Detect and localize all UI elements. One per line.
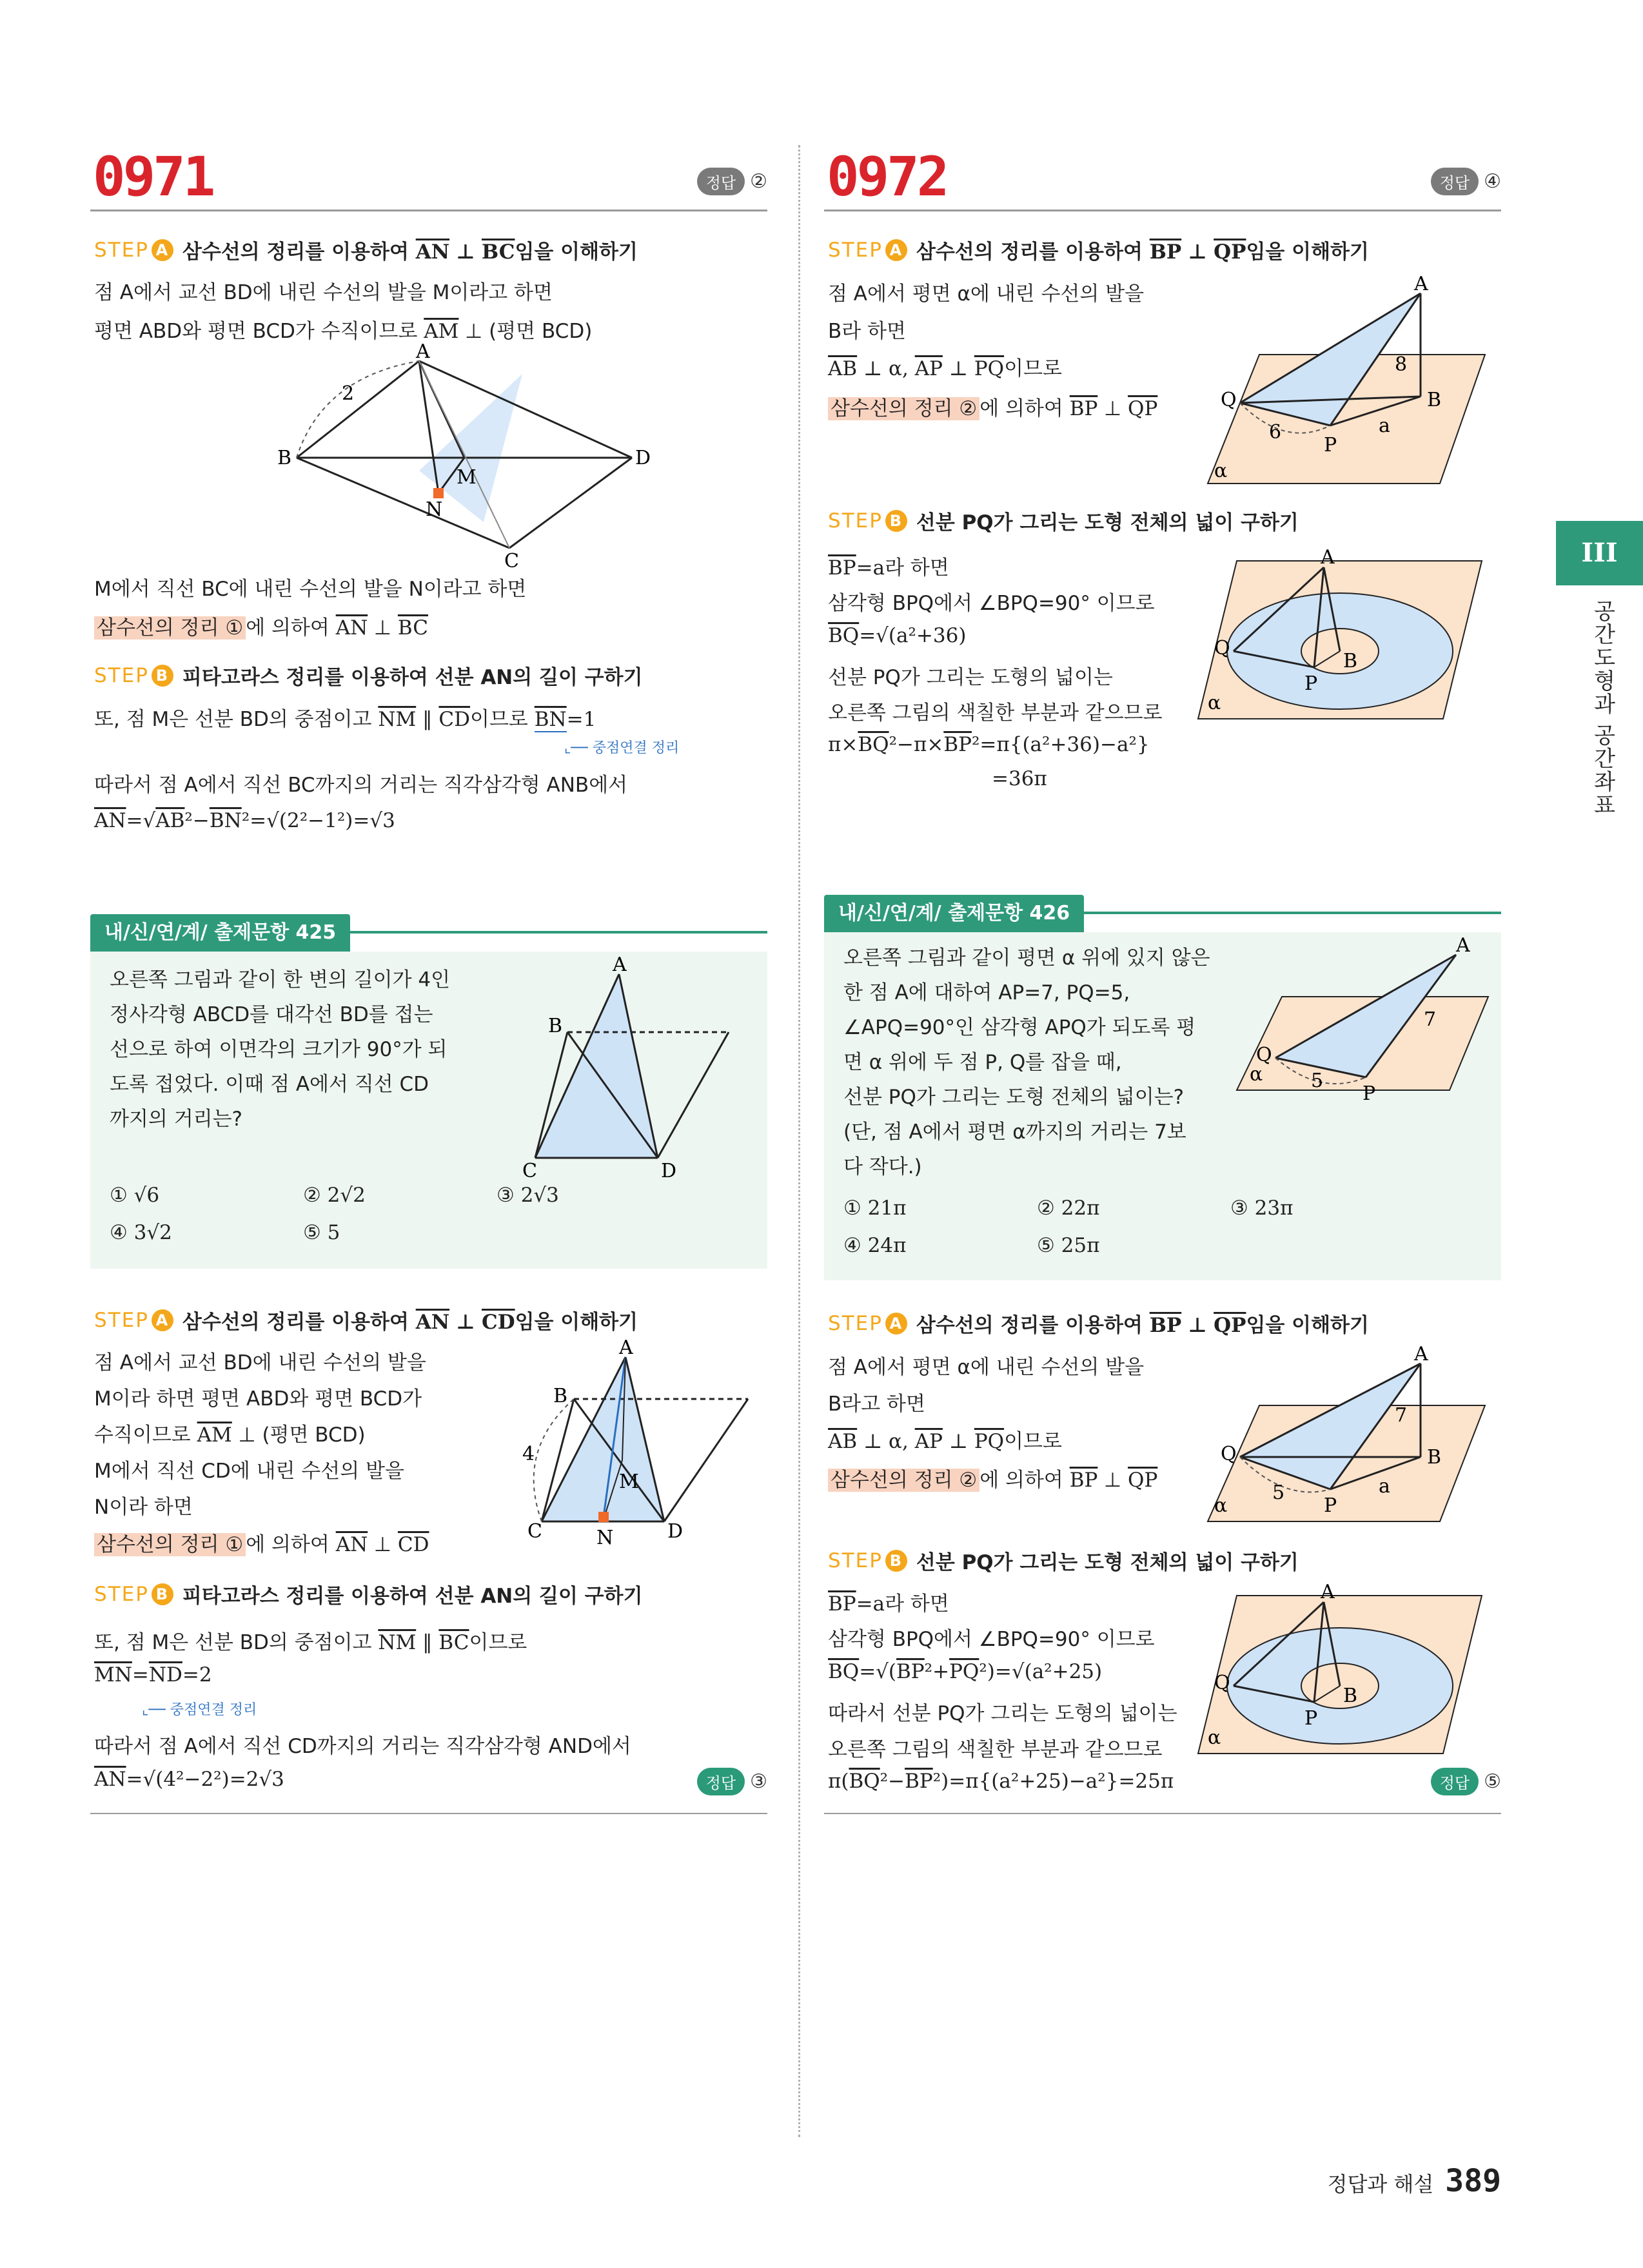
chapter-title: 공간도형과 공간좌표 bbox=[1589, 600, 1615, 817]
svg-text:N: N bbox=[596, 1527, 614, 1549]
step-a-heading: STEP A 삼수선의 정리를 이용하여 $\overline{AN}$ ⊥ $\overline{CD}$임을 이해하기 bbox=[94, 1308, 638, 1334]
formula-line: $\pi\times\overline{BQ}^2-\pi\times\overline{BP}^2=\pi\{(a^2+36)-a^2\}$ bbox=[828, 733, 1150, 756]
formula-line: $\overline{BQ}=√(a^2+36)$ bbox=[828, 624, 967, 647]
footer-label: 정답과 해설 bbox=[1327, 2172, 1434, 2196]
svg-text:B: B bbox=[1427, 389, 1442, 411]
choice-2: ② 2√2 bbox=[303, 1184, 366, 1207]
svg-text:8: 8 bbox=[1395, 353, 1408, 376]
column-divider bbox=[798, 145, 800, 2137]
problem-0972-header bbox=[824, 145, 1501, 211]
problem-number: 0971 bbox=[93, 145, 213, 208]
text-line: 따라서 점 A에서 직선 BC까지의 거리는 직각삼각형 ANB에서 bbox=[94, 774, 628, 797]
svg-text:a: a bbox=[1379, 415, 1390, 437]
text-line: 또, 점 M은 선분 BD의 중점이고 $\overline{NM}$ ∥ $\overline{CD}$이므로 $\overline{BN}=1$ bbox=[94, 708, 596, 731]
figure-426 bbox=[1237, 934, 1495, 1105]
svg-text:6: 6 bbox=[1269, 421, 1282, 444]
text-line: 따라서 선분 PQ가 그리는 도형의 넓이는 bbox=[828, 1702, 1177, 1725]
svg-text:α: α bbox=[1214, 460, 1228, 482]
svg-text:Q: Q bbox=[1221, 1443, 1237, 1465]
related-problem-426: 오른쪽 그림과 같이 평면 α 위에 있지 않은 한 점 A에 대하여 AP=7, PQ=5, ∠APQ=90°인 삼각형 APQ가 되도록 평 면 α 위에 두 점 P, Q를 잡을 때, 선분 PQ가 그리는 도형 전체의 넓이는? (단, 점 A에서 평면 α까지의 거리는 7보 다 작다.) A P Q α 5 7 ① 21π ② 22π ③ 23π ④ 24π ⑤ 25π bbox=[824, 932, 1501, 1280]
svg-text:Q: Q bbox=[1256, 1044, 1272, 1066]
figure-425-solution bbox=[509, 1336, 767, 1560]
text-line: 수직이므로 $\overline{AM}$ ⊥ (평면 BCD) bbox=[94, 1423, 366, 1447]
text-line: N이라 하면 bbox=[94, 1496, 193, 1519]
answer-badge: 정답 bbox=[697, 168, 745, 195]
text-line: 오른쪽 그림의 색칠한 부분과 같으므로 bbox=[828, 701, 1163, 725]
svg-text:B: B bbox=[1343, 650, 1358, 672]
figure-0972-a bbox=[1201, 273, 1491, 490]
svg-text:A: A bbox=[613, 953, 627, 976]
problem-0971-header bbox=[90, 145, 767, 211]
svg-text:M: M bbox=[619, 1471, 639, 1493]
text-line: $\overline{AB}$ ⊥ α, $\overline{AP}$ ⊥ $\overline{PQ}$이므로 bbox=[828, 1430, 1062, 1453]
problem-number: 0972 bbox=[827, 145, 947, 208]
choice-5: ⑤ 5 bbox=[303, 1221, 340, 1244]
svg-text:Q: Q bbox=[1214, 1672, 1230, 1694]
formula-line: $\overline{MN}=\overline{ND}=2$ bbox=[94, 1663, 212, 1686]
answer-tag: 정답 ④ bbox=[1431, 168, 1501, 195]
text-line: 삼수선의 정리 ① 에 의하여 $\overline{AN}$ ⊥ $\overline{CD}$ bbox=[94, 1528, 429, 1557]
highlight: 삼수선의 정리 ① bbox=[94, 616, 246, 640]
svg-text:C: C bbox=[527, 1520, 542, 1543]
choice-1: ① √6 bbox=[110, 1184, 160, 1207]
svg-text:P: P bbox=[1304, 1707, 1318, 1730]
svg-text:P: P bbox=[1304, 672, 1318, 695]
svg-text:B: B bbox=[548, 1015, 563, 1037]
svg-text:A: A bbox=[1414, 273, 1428, 295]
formula-line: $\overline{BQ}=√(\overline{BP}^2+\overline{PQ}^2)=√(a^2+25)$ bbox=[828, 1660, 1103, 1683]
svg-text:B: B bbox=[1427, 1446, 1442, 1469]
chapter-tab[interactable]: III bbox=[1556, 521, 1643, 585]
text-line: 점 A에서 평면 α에 내린 수선의 발을 bbox=[828, 282, 1145, 306]
svg-text:B: B bbox=[277, 447, 292, 469]
svg-text:7: 7 bbox=[1424, 1008, 1437, 1031]
midpoint-note: ⌞── 중점연결 정리 bbox=[564, 740, 680, 756]
svg-text:a: a bbox=[1379, 1475, 1390, 1498]
related-tab: 내/신/연/계/ 출제문항 425 bbox=[90, 914, 350, 952]
text-line: 또, 점 M은 선분 BD의 중점이고 $\overline{NM}$ ∥ $\overline{BC}$이므로 bbox=[94, 1631, 527, 1654]
svg-text:A: A bbox=[1321, 546, 1335, 569]
choice-4: ④ 3√2 bbox=[110, 1221, 172, 1244]
figure-426-solution-b bbox=[1198, 1581, 1488, 1757]
page-footer bbox=[1328, 2163, 1501, 2199]
midpoint-note: ⌞── 중점연결 정리 bbox=[142, 1702, 257, 1718]
text-line: M에서 직선 BC에 내린 수선의 발을 N이라고 하면 bbox=[94, 578, 527, 601]
svg-text:A: A bbox=[619, 1336, 633, 1359]
text-line: 평면 ABD와 평면 BCD가 수직이므로 $\overline{AM}$ ⊥ (평면 BCD) bbox=[94, 320, 593, 343]
related-problem-425: 오른쪽 그림과 같이 한 변의 길이가 4인 정사각형 ABCD를 대각선 BD를 접는 선으로 하여 이면각의 크기가 90°가 되 도록 접었다. 이때 점 A에서 직선 CD 까지의 거리는? A B C D ① √6 ② 2√2 ③ 2√3 ④ 3√2 ⑤ 5 bbox=[90, 952, 767, 1269]
svg-text:M: M bbox=[457, 466, 477, 489]
svg-text:α: α bbox=[1208, 1726, 1221, 1749]
svg-text:5: 5 bbox=[1272, 1481, 1285, 1504]
step-b-heading: STEP B 피타고라스 정리를 이용하여 선분 AN의 길이 구하기 bbox=[94, 663, 643, 689]
choice-5: ⑤ 25π bbox=[1037, 1234, 1100, 1257]
formula-line: $\overline{AN}=√AB^2-\overline{BN}^2=√(2^2-1^2)=√3$ bbox=[94, 809, 395, 832]
choice-1: ① 21π bbox=[843, 1197, 907, 1220]
svg-text:4: 4 bbox=[522, 1443, 535, 1465]
section-rule bbox=[824, 1813, 1501, 1814]
text-line: 삼각형 BPQ에서 ∠BPQ=90° 이므로 bbox=[828, 1628, 1155, 1651]
related-problem-425-header bbox=[90, 914, 767, 952]
svg-text:A: A bbox=[1456, 934, 1470, 957]
choice-4: ④ 24π bbox=[843, 1234, 907, 1257]
svg-text:A: A bbox=[416, 340, 430, 363]
svg-text:P: P bbox=[1363, 1082, 1376, 1105]
figure-0972-b bbox=[1198, 546, 1488, 722]
text-line: 삼수선의 정리 ② 에 의하여 $\overline{BP}$ ⊥ $\overline{QP}$ bbox=[828, 392, 1157, 421]
svg-text:P: P bbox=[1324, 434, 1337, 456]
related-problem-426-header: 내/신/연/계/ 출제문항 426 bbox=[824, 895, 1501, 932]
text-line: 따라서 점 A에서 직선 CD까지의 거리는 직각삼각형 AND에서 bbox=[94, 1735, 631, 1758]
svg-text:C: C bbox=[522, 1160, 537, 1182]
text-line: 삼수선의 정리 ② 에 의하여 $\overline{BP}$ ⊥ $\overline{QP}$ bbox=[828, 1463, 1157, 1492]
svg-text:Q: Q bbox=[1221, 389, 1237, 411]
answer-tag: 정답 ⑤ bbox=[1431, 1768, 1501, 1795]
svg-text:α: α bbox=[1214, 1494, 1228, 1517]
step-letter: B bbox=[152, 665, 173, 687]
svg-text:N: N bbox=[426, 498, 443, 521]
text-line: $\overline{BP}=a$라 하면 bbox=[828, 1592, 949, 1616]
text-line: 점 A에서 교선 BD에 내린 수선의 발을 M이라고 하면 bbox=[94, 281, 553, 304]
section-rule bbox=[90, 1813, 767, 1814]
figure-426-solution-a bbox=[1201, 1343, 1491, 1528]
answer-tag: 정답 ③ bbox=[697, 1768, 767, 1795]
text-line: $\overline{AB}$ ⊥ α, $\overline{AP}$ ⊥ $\overline{PQ}$이므로 bbox=[828, 357, 1062, 380]
svg-text:D: D bbox=[661, 1160, 677, 1182]
svg-text:Q: Q bbox=[1214, 637, 1230, 660]
step-a-heading: STEP A 삼수선의 정리를 이용하여 $\overline{AN}$ ⊥ $\overline{BC}$임을 이해하기 bbox=[94, 238, 638, 264]
svg-text:B: B bbox=[553, 1385, 568, 1407]
text-line: 삼각형 BPQ에서 ∠BPQ=90° 이므로 bbox=[828, 592, 1155, 615]
step-letter: A bbox=[152, 239, 173, 261]
text-line: $\overline{BP}=a$라 하면 bbox=[828, 556, 949, 580]
svg-text:A: A bbox=[1414, 1343, 1428, 1365]
svg-text:2: 2 bbox=[342, 382, 355, 405]
svg-text:5: 5 bbox=[1311, 1070, 1324, 1092]
svg-text:C: C bbox=[504, 550, 519, 572]
figure-425 bbox=[503, 953, 748, 1182]
step-a-heading: STEP A 삼수선의 정리를 이용하여 $\overline{BP}$ ⊥ $\overline{QP}$임을 이해하기 bbox=[828, 1311, 1369, 1337]
svg-text:α: α bbox=[1208, 692, 1221, 714]
text-line: M이라 하면 평면 ABD와 평면 BCD가 bbox=[94, 1387, 422, 1411]
answer-tag bbox=[697, 168, 767, 195]
text-line: 오른쪽 그림의 색칠한 부분과 같으므로 bbox=[828, 1738, 1163, 1761]
text-line: 선분 PQ가 그리는 도형의 넓이는 bbox=[828, 666, 1113, 689]
text-line: M에서 직선 CD에 내린 수선의 발을 bbox=[94, 1460, 404, 1483]
svg-text:P: P bbox=[1324, 1494, 1337, 1517]
page-number: 389 bbox=[1445, 2163, 1501, 2199]
step-b-heading: STEP B 선분 PQ가 그리는 도형 전체의 넓이 구하기 bbox=[828, 509, 1299, 534]
text-line: 점 A에서 평면 α에 내린 수선의 발을 bbox=[828, 1356, 1145, 1379]
choice-3: ③ 2√3 bbox=[497, 1184, 559, 1207]
text-line: 점 A에서 교선 BD에 내린 수선의 발을 bbox=[94, 1351, 426, 1374]
choice-3: ③ 23π bbox=[1230, 1197, 1294, 1220]
svg-text:A: A bbox=[1321, 1581, 1335, 1603]
formula-line: =36π bbox=[992, 767, 1047, 790]
text-line: B라고 하면 bbox=[828, 1393, 925, 1416]
svg-text:D: D bbox=[667, 1520, 684, 1543]
step-b-heading: STEP B 피타고라스 정리를 이용하여 선분 AN의 길이 구하기 bbox=[94, 1582, 643, 1608]
text-line: 삼수선의 정리 ① 에 의하여 $\overline{AN}$ ⊥ $\overline{BC}$ bbox=[94, 611, 428, 640]
answer-value: ② bbox=[750, 170, 767, 193]
text-line: B라 하면 bbox=[828, 320, 906, 343]
formula-line: $\pi(\overline{BQ}^2-\overline{BP}^2)=\pi\{(a^2+25)-a^2\}=25\pi$ bbox=[828, 1770, 1174, 1793]
choice-2: ② 22π bbox=[1037, 1197, 1100, 1220]
formula-line: $\overline{AN}=√(4^2-2^2)=2√3$ bbox=[94, 1768, 284, 1791]
svg-text:7: 7 bbox=[1395, 1404, 1408, 1427]
step-a-heading: STEP A 삼수선의 정리를 이용하여 $\overline{BP}$ ⊥ $\overline{QP}$임을 이해하기 bbox=[828, 238, 1369, 264]
svg-text:B: B bbox=[1343, 1685, 1358, 1707]
figure-0971 bbox=[277, 340, 651, 572]
svg-text:α: α bbox=[1250, 1063, 1263, 1086]
step-b-heading: STEP B 선분 PQ가 그리는 도형 전체의 넓이 구하기 bbox=[828, 1549, 1299, 1574]
svg-text:D: D bbox=[635, 447, 651, 469]
